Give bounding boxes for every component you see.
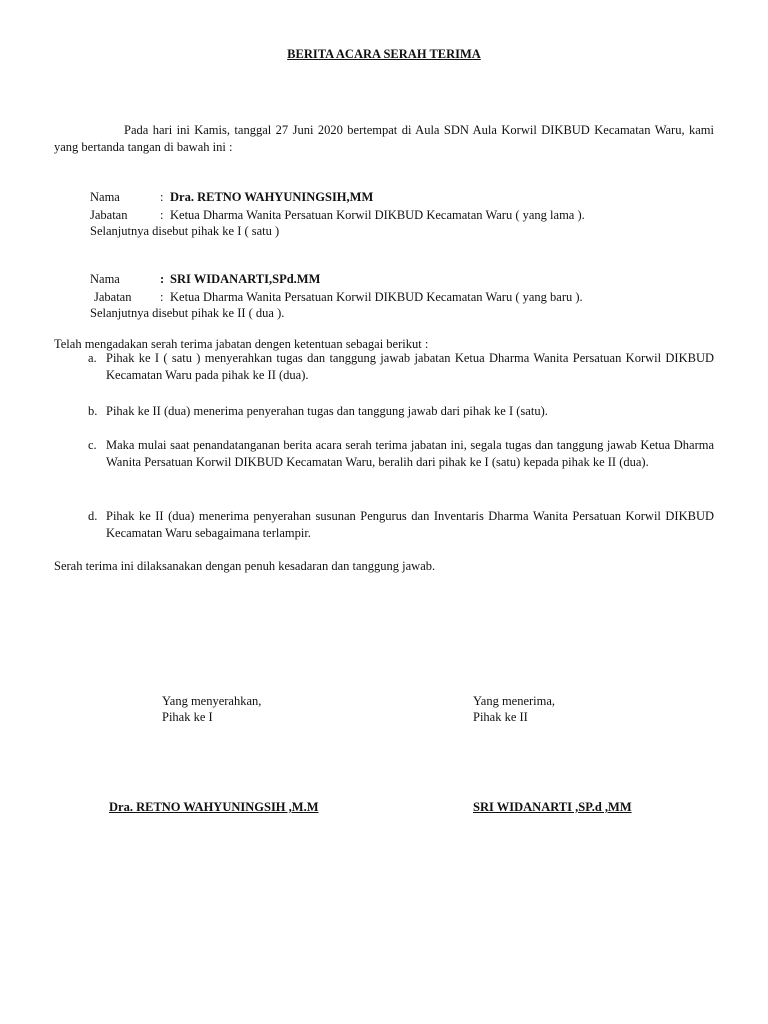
party2-nama-colon: : — [160, 272, 165, 286]
party1-nama-colon: : — [160, 190, 164, 204]
party2-nama-label: Nama — [90, 272, 120, 286]
signature-left-role: Yang menyerahkan, — [162, 694, 262, 708]
party1-nama-row — [90, 189, 374, 205]
signature-left-party: Pihak ke I — [162, 710, 213, 724]
list-marker: d. — [88, 509, 98, 523]
list-text: Maka mulai saat penandatanganan berita acara serah terima jabatan ini, segala tugas dan tanggung jawab Ketua Dharma Wanita Persatuan Korwil DIKBUD Kecamatan Waru, beralih dari pihak ke I (satu) kepada pihak ke II (dua). — [106, 438, 714, 469]
list-marker: c. — [88, 438, 97, 452]
terms-intro: Telah mengadakan serah terima jabatan dengen ketentuan sebagai berikut : — [54, 337, 429, 351]
list-text: Pihak ke II (dua) menerima penyerahan tugas dan tanggung jawab dari pihak ke I (satu). — [106, 404, 548, 418]
closing-statement: Serah terima ini dilaksanakan dengan penuh kesadaran dan tanggung jawab. — [54, 559, 436, 573]
party2-nama-row — [90, 271, 321, 287]
signature-right-party: Pihak ke II — [473, 710, 528, 724]
list-text: Pihak ke I ( satu ) menyerahkan tugas dan tanggung jawab jabatan Ketua Dharma Wanita Persatuan Korwil DIKBUD Kecamatan Waru pada pihak ke II (dua). — [106, 351, 714, 382]
list-text: Pihak ke II (dua) menerima penyerahan susunan Pengurus dan Inventaris Dharma Wanita Persatuan Korwil DIKBUD Kecamatan Waru sebagaimana terlampir. — [106, 509, 714, 540]
document-title: BERITA ACARA SERAH TERIMA — [287, 47, 481, 61]
party1-nama-value: Dra. RETNO WAHYUNINGSIH,MM — [170, 190, 374, 204]
party2-jabatan-label: Jabatan — [94, 290, 132, 304]
party2-note: Selanjutnya disebut pihak ke II ( dua ). — [90, 306, 285, 320]
signature-right-role: Yang menerima, — [473, 694, 556, 708]
party1-jabatan-label: Jabatan — [90, 208, 128, 222]
party2-jabatan-colon: : — [160, 290, 164, 304]
party2-jabatan-row — [94, 289, 583, 305]
list-marker: b. — [88, 404, 98, 418]
intro-paragraph: Pada hari ini Kamis, tanggal 27 Juni 2020 bertempat di Aula SDN Aula Korwil DIKBUD Kecamatan Waru, kami yang bertanda tangan di bawah ini : — [54, 123, 714, 154]
party1-jabatan-row — [90, 207, 585, 223]
party1-nama-label: Nama — [90, 190, 120, 204]
party2-jabatan-value: Ketua Dharma Wanita Persatuan Korwil DIKBUD Kecamatan Waru ( yang baru ). — [170, 290, 583, 304]
party2-nama-value: SRI WIDANARTI,SPd.MM — [170, 272, 321, 286]
party1-note: Selanjutnya disebut pihak ke I ( satu ) — [90, 224, 280, 238]
signature-right-name: SRI WIDANARTI ,SP.d ,MM — [473, 800, 632, 814]
signature-left-name: Dra. RETNO WAHYUNINGSIH ,M.M — [109, 800, 319, 814]
party1-jabatan-colon: : — [160, 208, 164, 222]
party1-jabatan-value: Ketua Dharma Wanita Persatuan Korwil DIKBUD Kecamatan Waru ( yang lama ). — [170, 208, 585, 222]
list-marker: a. — [88, 351, 97, 365]
